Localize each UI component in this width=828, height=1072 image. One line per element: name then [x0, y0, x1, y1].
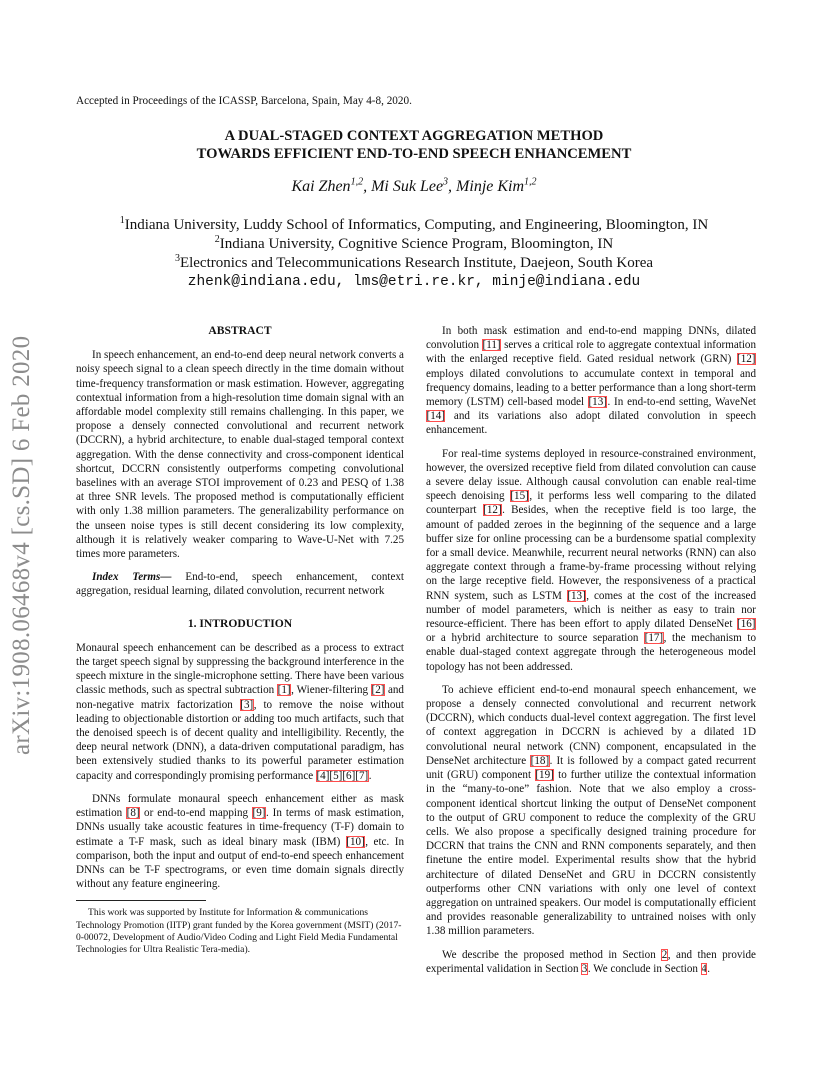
right-column — [426, 324, 756, 985]
section-link[interactable]: 2 — [661, 948, 668, 961]
citation-link[interactable]: [15] — [510, 490, 529, 503]
author-list: Kai Zhen$^{1,2}$, Mi Suk Lee$^3$, Minje Kim$^{1,2}$ — [291, 176, 537, 195]
body-text: , comes at the cost of the increased number of model parameters, which is neither as easy to train nor resource-efficient. There has been effort to apply dilated DenseNet — [426, 589, 756, 631]
citation-link[interactable]: [17] — [644, 632, 664, 645]
body-text: . We conclude in Section — [587, 962, 701, 975]
affiliation-block — [0, 216, 828, 292]
body-text: We describe the proposed method in Section — [442, 948, 662, 961]
body-text: and non-negative matrix factorization — [76, 684, 404, 711]
body-text: , to remove the noise without leading to objectionable distortion or adding too much artifacts, such that the denoised speech is of decent quality and intelligibility. Recently, the deep neural network (DNN), a data-driven computational paradigm, has been extensively studied thanks to its powerful parameter estimation capacity and correspondingly promising performance — [76, 698, 405, 782]
citation-link[interactable]: [10] — [346, 835, 365, 848]
body-text: . — [368, 769, 372, 782]
citation-link[interactable]: [4][5][6][7] — [316, 769, 369, 782]
citation-link[interactable]: [2] — [371, 684, 385, 697]
section-heading-introduction: 1. INTRODUCTION — [187, 616, 293, 630]
body-text: DNNs formulate monaural speech enhancement either as mask estimation — [76, 792, 404, 820]
left-column — [76, 324, 404, 956]
affiliation-mark: 2 — [214, 234, 220, 245]
citation-link[interactable]: [19] — [535, 769, 554, 782]
arxiv-identifier-stamp: arXiv:1908.06468v4 [cs.SD] 6 Feb 2020 — [8, 335, 35, 755]
section-link[interactable]: 3 — [581, 962, 588, 975]
body-paragraph-real-time — [426, 447, 756, 674]
index-terms-label: Index Terms— — [92, 571, 172, 584]
body-paragraph-proposal — [426, 683, 756, 939]
affiliation-line — [0, 216, 828, 235]
body-text: Monaural speech enhancement can be described as a process to extract the target speech signal by suppressing the background interference in the speech mixture in the single-microphone setting. There have been various classic methods, such as spectral subtraction — [76, 641, 404, 697]
paper-title — [0, 127, 828, 163]
affiliation-text: Indiana University, Luddy School of Informatics, Computing, and Engineering, Bloomington, IN — [124, 217, 709, 233]
citation-link[interactable]: [16] — [737, 618, 756, 631]
affiliation-text: Electronics and Telecommunications Research Institute, Daejeon, South Korea — [179, 255, 654, 271]
funding-footnote: This work was supported by Institute for Information & communications Technology Promotion (IITP) grant funded by the Korea government (MSIT) (2017-0-00072, Development of Audio/Video Coding and Light Field Media Fundamental Technologies for Ultra Realistic Tera-media). — [76, 907, 402, 955]
citation-link[interactable]: [13] — [588, 396, 607, 409]
body-text: serves a critical role to aggregate contextual information with the enlarged receptive field. Gated residual network (GRN) — [426, 339, 757, 366]
author-affiliation-mark: 3 — [443, 176, 449, 188]
author-affiliation-mark: 1,2 — [524, 176, 537, 188]
citation-link[interactable]: [11] — [482, 339, 501, 352]
author-name: Minje Kim — [456, 178, 525, 195]
citation-link[interactable]: [14] — [426, 410, 445, 423]
body-text: or end-to-end mapping — [140, 807, 253, 820]
author-emails: zhenk@indiana.edu, lms@etri.re.kr, minje@indiana.edu — [187, 274, 641, 290]
citation-link[interactable]: [13] — [567, 589, 586, 602]
affiliation-line — [0, 235, 828, 254]
index-terms-text: End-to-end, speech enhancement, context aggregation, residual learning, dilated convolution, recurrent network — [76, 571, 404, 598]
citation-link[interactable]: [3] — [240, 698, 254, 711]
index-terms — [76, 570, 404, 598]
abstract-heading: ABSTRACT — [208, 324, 272, 337]
body-text: . In end-to-end setting, WaveNet — [607, 396, 756, 409]
body-text: . It is followed by a compact gated recurrent unit (GRU) component — [426, 754, 756, 782]
citation-link[interactable]: [8] — [126, 807, 140, 820]
footnote-divider — [76, 900, 206, 901]
section-link[interactable]: 4 — [701, 962, 707, 975]
author-name: Mi Suk Lee — [371, 178, 444, 195]
citation-link[interactable]: [1] — [277, 684, 291, 697]
author-name: Kai Zhen — [291, 178, 351, 195]
body-text: , Wiener-filtering — [291, 684, 372, 697]
body-text: or a hybrid architecture to source separation — [426, 632, 645, 645]
body-text: and its variations also adopt dilated convolution in speech enhancement. — [426, 410, 756, 437]
body-text: . Besides, when the receptive field is too large, the amount of padded zeroes in the beginning of the sequence and a large buffer size for online processing can be a burdensome spatial complexity for a small device. Meanwhile, recurrent neural networks (RNN) can also aggregate context through a frame-by-frame processing without relying on the large receptive field. However, the responsiveness of a practical RNN system, such as LSTM — [426, 504, 756, 602]
affiliation-text: Indiana University, Cognitive Science Program, Bloomington, IN — [219, 236, 614, 252]
body-text: . — [707, 962, 711, 975]
body-text: employs dilated convolutions to accumulate context in temporal and frequency domains, leading to a better performance than a long short-term memory (LSTM) cell-based model — [426, 367, 756, 409]
body-text: . In terms of mask estimation, DNNs usually take acoustic features in time-frequency (T-F) domain to estimate a T-F mask, such as ideal binary mask (IBM) — [76, 807, 404, 848]
title-line-1: A DUAL-STAGED CONTEXT AGGREGATION METHOD — [224, 128, 604, 144]
body-text: To achieve efficient end-to-end monaural speech enhancement, we propose a densely connected convolutional and recurrent network (DCCRN), which conducts dual-level context aggregation. The first level of context aggregation in DCCRN is achieved by a dilated 1D convolutional neural network (CNN) component, encapsulated in the DenseNet architecture — [426, 683, 756, 767]
intro-paragraph-2 — [76, 792, 404, 891]
intro-paragraph-1 — [76, 641, 404, 783]
body-text: , it performs less well comparing to the dilated counterpart — [426, 490, 756, 517]
affiliation-line — [0, 254, 828, 273]
body-text: to further utilize the contextual information in the “many-to-one” fashion. Note that we also employ a cross-component identical shortcut linking the output of DenseNet component to the output of GRU component to reduce the complexity of the GRU cells. We also propose a specifically designed training procedure for DCCRN that trains the CNN and RNN components separately, and then finetune the entire model. Experimental results show that the hybrid architecture of dilated DenseNet and GRU in DCCRN consistently outperforms other CNN variations with only one level of context aggregation on untrained speakers. Our model is computationally efficient and provides reasonable generalizability to untrained noises with only 1.38 million parameters. — [426, 769, 756, 938]
body-text: For real-time systems deployed in resource-constrained environment, however, the oversized receptive field from dilated convolution can cause a severe delay issue. Although causal convolution can enable real-time speech denoising — [426, 447, 756, 503]
citation-link[interactable]: [12] — [737, 353, 756, 366]
citation-link[interactable]: [12] — [483, 504, 502, 517]
affiliation-mark: 3 — [174, 253, 180, 264]
body-text: , and then provide experimental validation in Section — [426, 948, 756, 975]
citation-link[interactable]: [9] — [252, 807, 266, 820]
citation-link[interactable]: [18] — [530, 754, 550, 767]
body-paragraph-outline — [426, 948, 756, 976]
abstract-text: In speech enhancement, an end-to-end deep neural network converts a noisy speech signal to a clean speech directly in the time domain without time-frequency transformation or mask estimation. However, aggregating contextual information from a high-resolution time domain signal with an affordable model complexity still remains challenging. In this paper, we propose a densely connected convolutional and recurrent network (DCCRN), a hybrid architecture, to enable dual-staged temporal context aggregation. With the dense connectivity and cross-component identical shortcut, DCCRN consistently outperforms competing convolutional baselines with an average STOI improvement of 0.23 and PESQ of 1.38 at three SNR levels. The proposed method is computationally efficient with only 1.38 million parameters. The generalizability performance on the unseen noise types is still decent considering its low complexity, although it is relatively weaker comparing to Wave-U-Net with 7.25 times more parameters. — [76, 349, 404, 561]
body-paragraph-dilated-convolution — [426, 324, 756, 438]
affiliation-mark: 1 — [119, 215, 125, 226]
acceptance-note: Accepted in Proceedings of the ICASSP, Barcelona, Spain, May 4-8, 2020. — [76, 95, 412, 107]
body-text: , the mechanism to enable dual-staged context aggregate through the heterogeneous model topology has not been addressed. — [426, 632, 757, 673]
title-line-2: TOWARDS EFFICIENT END-TO-END SPEECH ENHANCEMENT — [196, 146, 632, 162]
author-affiliation-mark: 1,2 — [350, 176, 364, 188]
body-text: In both mask estimation and end-to-end mapping DNNs, dilated convolution — [426, 325, 756, 352]
body-text: , etc. In comparison, both the input and output of end-to-end speech enhancement DNNs can be T-F spectrograms, or even time domain signals directly without any feature engineering. — [76, 835, 404, 891]
